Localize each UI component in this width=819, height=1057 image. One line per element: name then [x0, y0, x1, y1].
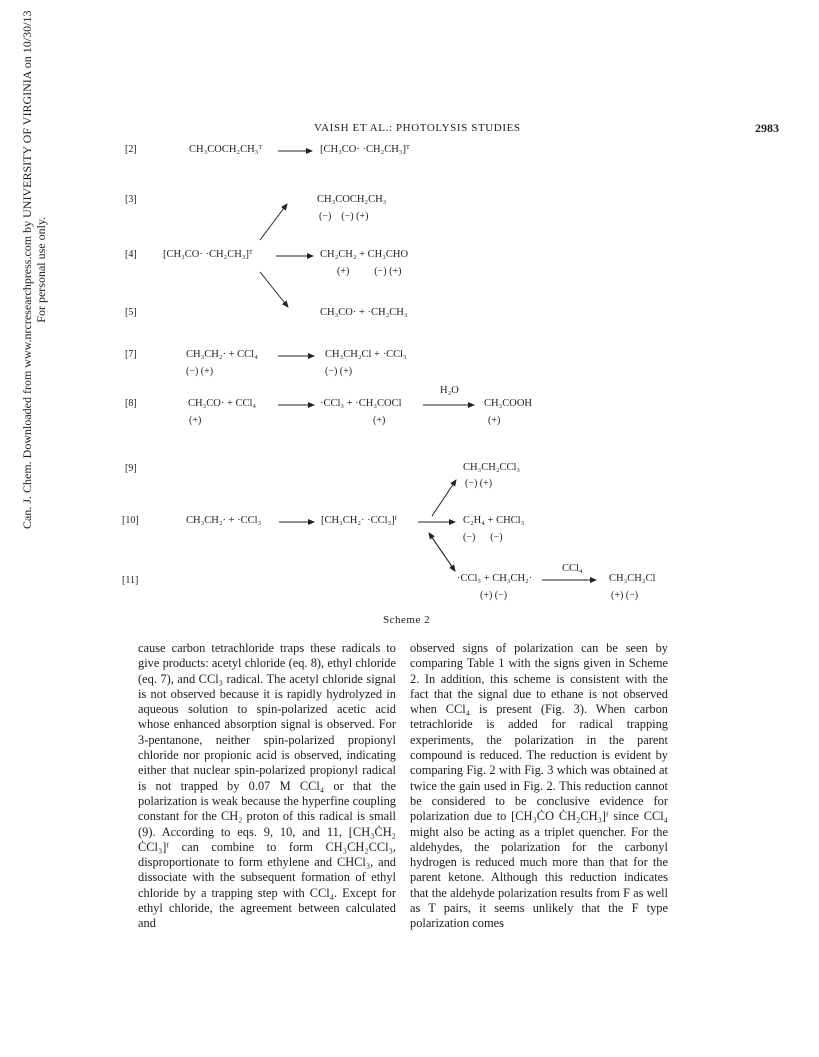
eq8-intermediate-signs: (+): [373, 415, 386, 426]
eq4-reactant: [CH₃CO· ·CH₂CH₃]ᵀ: [163, 249, 253, 260]
right-column-text: observed signs of polarization can be seen by comparing Table 1 with the signs given in Scheme 2. In addition, this scheme is consistent with the fact that the signal due to ethane is not observed when CCl₄ is present (Fig. 3). When carbon tetrachloride is added for radical trapping experiments, the polarization in the parent compound is reduced. The reduction is evident by comparing Fig. 2 with Fig. 3 which was obtained at twice the gain used in Fig. 2. This reduction cannot be considered to be conclusive evidence for polarization due to [CH₃ĊO ĊH₂CH₃]ᶠ since CCl₄ might also be acting as a triplet quencher. For the aldehydes, the polarization for the carbonyl hydrogen is reduced much more than that for the parent ketone. Although this reduction indicates that the aldehyde polarization results from F as well as T pairs, it seems unlikely that the F type polarization comes: [410, 641, 668, 931]
eq2-number: [2]: [125, 144, 137, 155]
eq11-radical-signs: (+) (−): [480, 590, 508, 601]
arrow-eq11-b: [429, 533, 455, 571]
eq11-radicals: ·CCl₃ + CH₃CH₂·: [457, 573, 533, 584]
eq7-number: [7]: [125, 349, 137, 360]
eq10-products: C₂H₄ + CHCl₃: [463, 515, 525, 526]
eq3-product: CH₃COCH₂CH₃: [317, 194, 387, 205]
eq8-reactant-signs: (+): [189, 415, 202, 426]
eq10-radical-pair: [CH₃CH₂· ·CCl₃]ᶠ: [321, 515, 397, 526]
eq10-number: [10]: [122, 515, 139, 526]
arrow-eq3: [260, 204, 287, 240]
eq7-reactant-signs: (−) (+): [186, 366, 214, 377]
page-number: 2983: [755, 121, 779, 135]
eq3-signs: (−) (−) (+): [319, 211, 369, 222]
download-watermark: [20, 10, 48, 528]
eq9-number: [9]: [125, 463, 137, 474]
eq3-number: [3]: [125, 194, 137, 205]
eq4-number: [4]: [125, 249, 137, 260]
eq8-reagent: H₂O: [440, 385, 459, 396]
eq11-reagent: CCl₄: [562, 563, 583, 574]
eq8-product: CH₃COOH: [484, 398, 532, 409]
watermark-line-1: Can. J. Chem. Downloaded from www.nrcresearchpress.com by UNIVERSITY OF VIRGINIA on 10/30/13: [20, 10, 34, 529]
eq4-product: CH₂CH₂ + CH₃CHO: [320, 249, 409, 260]
scheme-caption: Scheme 2: [383, 614, 431, 626]
eq9-product: CH₃CH₂CCl₃: [463, 462, 521, 473]
eq5-number: [5]: [125, 307, 137, 318]
left-column: [138, 641, 396, 932]
eq11-number: [11]: [122, 575, 139, 586]
eq7-product-signs: (−) (+): [325, 366, 353, 377]
eq2-product: [CH₃CO· ·CH₂CH₃]ᵀ: [320, 144, 410, 155]
arrow-eq11-a: [429, 533, 455, 571]
eq5-product: CH₃CO· + ·CH₂CH₃: [320, 307, 408, 318]
eq10-signs: (−) (−): [463, 532, 503, 543]
eq8-product-signs: (+): [488, 415, 501, 426]
right-column: [410, 641, 668, 932]
running-title: VAISH ET AL.: PHOTOLYSIS STUDIES: [314, 122, 521, 134]
eq11-product: CH₃CH₂Cl: [609, 573, 656, 584]
arrow-eq5: [260, 272, 288, 307]
eq7-reactants: CH₃CH₂· + CCl₄: [186, 349, 258, 360]
left-column-text: cause carbon tetrachloride traps these radicals to give products: acetyl chloride (eq. 8), ethyl chloride (eq. 7), and CCl₃ radical. The acetyl chloride signal is not observed because it is rapidly hydrolyzed in aqueous solution to spin-polarized acetic acid whose enhanced absorption signal is observed. For 3-pentanone, neither spin-polarized propionyl chloride nor propionic acid is observed, indicating either that nuclear spin-polarized propionyl radical is not trapped by 0.07 M CCl₄ or that the polarization is weak because the hyperfine coupling constant for the CH₂ proton of this radical is small (9). According to eqs. 9, 10, and 11, [CH₃ĊH₂ ĊCl₃]ᶠ can combine to form CH₃CH₂CCl₃, disproportionate to form ethylene and CHCl₃, and dissociate with the subsequent formation of ethyl chloride by a trapping step with CCl₄. Except for ethyl chloride, the agreement between calculated and: [138, 641, 396, 931]
watermark-line-2: For personal use only.: [34, 216, 48, 323]
arrow-eq9: [432, 480, 456, 516]
eq4-signs: (+) (−) (+): [337, 266, 402, 277]
eq8-number: [8]: [125, 398, 137, 409]
eq7-products: CH₃CH₂Cl + ·CCl₃: [325, 349, 407, 360]
eq8-intermediates: ·CCl₃ + ·CH₃COCl: [320, 398, 402, 409]
eq11-product-signs: (+) (−): [611, 590, 639, 601]
eq2-reactant: CH₃COCH₂CH₃ᵀ: [189, 144, 263, 155]
eq9-signs: (−) (+): [465, 478, 493, 489]
eq8-reactants: CH₃CO· + CCl₄: [188, 398, 257, 409]
eq10-reactants: CH₃CH₂· + ·CCl₃: [186, 515, 262, 526]
